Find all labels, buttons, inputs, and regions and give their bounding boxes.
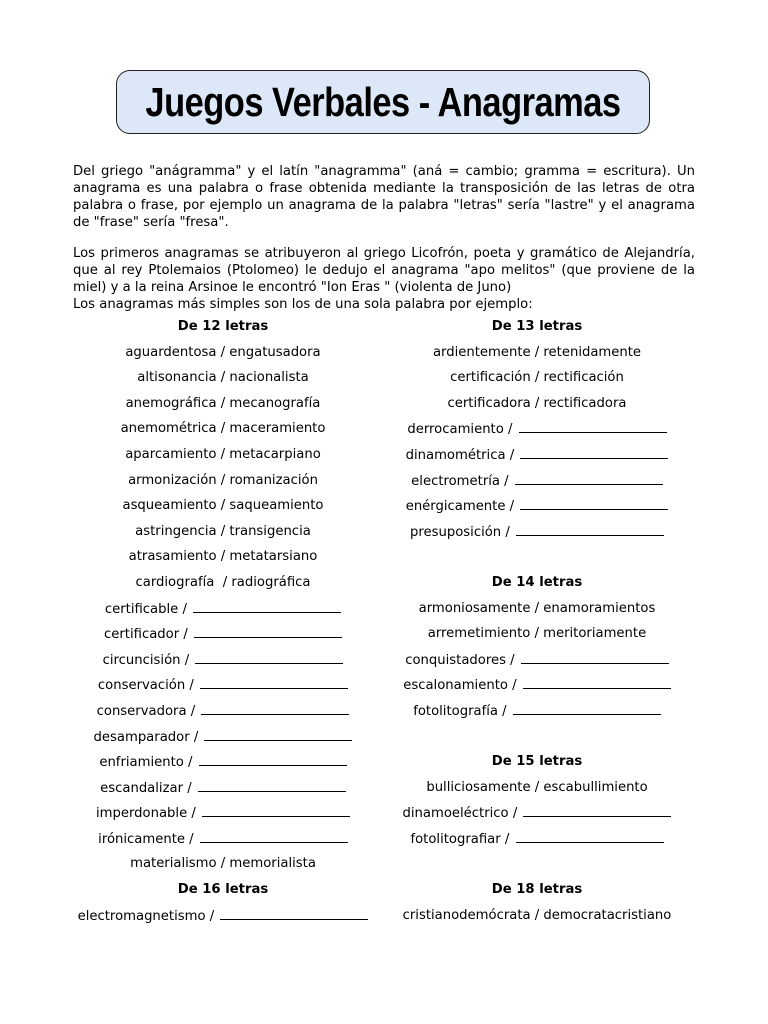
anagram-exercise	[68, 753, 378, 779]
answer-blank-line	[199, 753, 347, 766]
right-column	[382, 318, 692, 932]
history-block	[73, 245, 695, 313]
row-spacer	[382, 728, 692, 754]
answer-blank-line	[523, 804, 671, 817]
anagram-word: fotolitografía /	[413, 703, 507, 719]
anagram-word: dinamométrica /	[405, 447, 515, 463]
anagram-word: escandalizar /	[100, 780, 192, 796]
anagram-exercise	[68, 728, 378, 754]
anagram-exercise	[382, 472, 692, 498]
answer-blank-line	[194, 625, 342, 638]
anagram-pair: ardientemente / retenidamente	[432, 344, 642, 360]
row-spacer	[382, 548, 692, 574]
anagram-word: presuposición /	[410, 524, 510, 540]
anagram-exercise	[68, 907, 378, 933]
answer-blank-line	[516, 523, 664, 536]
anagram-pair: armoniosamente / enamoramientos	[418, 600, 656, 616]
anagram-pair: certificación / rectificación	[450, 370, 624, 386]
anagram-word: desamparador /	[93, 729, 199, 745]
history-paragraph: Los primeros anagramas se atribuyeron al griego Licofrón, poeta y gramático de Alejandría, que al rey Ptolemaios (Ptolomeo) le dedujo el anagrama "apo melitos" (que proviene de la miel) y a la reina Arsinoe le encontró "Ion Eras " (violenta de Juno)	[73, 246, 695, 295]
anagram-exercise	[68, 830, 378, 856]
anagram-pair: aparcamiento / metacarpiano	[125, 446, 321, 462]
anagram-word: certificador /	[104, 627, 188, 643]
answer-blank-line	[520, 446, 668, 459]
answer-blank-line	[202, 804, 350, 817]
anagram-word: irónicamente /	[98, 831, 194, 847]
anagram-exercise	[68, 676, 378, 702]
anagram-exercise	[382, 676, 692, 702]
anagram-exercise	[68, 651, 378, 677]
anagram-exercise	[68, 625, 378, 651]
anagram-pair: anemométrica / maceramiento	[120, 421, 326, 437]
letter-count-heading: De 14 letras	[491, 574, 583, 590]
left-column	[68, 318, 378, 932]
anagram-word: electrometría /	[411, 473, 509, 489]
answer-blank-line	[523, 676, 671, 689]
anagram-pair: armonización / romanización	[128, 472, 318, 488]
anagram-pair: bulliciosamente / escabullimiento	[426, 779, 648, 795]
anagram-word: imperdonable /	[95, 806, 196, 822]
anagram-word: conservación /	[97, 678, 194, 694]
anagram-exercise	[68, 702, 378, 728]
anagram-word: certificable /	[104, 601, 187, 617]
letter-count-heading: De 15 letras	[491, 754, 583, 770]
answer-blank-line	[198, 779, 346, 792]
answer-blank-line	[516, 830, 664, 843]
letter-count-heading: De 13 letras	[491, 319, 583, 334]
anagram-exercise	[68, 600, 378, 626]
answer-blank-line	[195, 651, 343, 664]
anagram-exercise	[382, 497, 692, 523]
letter-count-heading: De 18 letras	[491, 882, 583, 898]
answer-blank-line	[521, 651, 669, 664]
letter-count-heading: De 16 letras	[177, 882, 269, 898]
answer-blank-line	[204, 728, 352, 741]
anagram-word: enérgicamente /	[405, 499, 515, 515]
answer-blank-line	[519, 420, 667, 433]
anagram-pair: aguardentosa / engatusadora	[125, 344, 321, 360]
anagram-word: conquistadores /	[405, 652, 515, 668]
anagram-pair: anemográfica / mecanografía	[125, 395, 321, 411]
anagram-pair: atrasamiento / metatarsiano	[128, 549, 318, 565]
page-title: Juegos Verbales - Anagramas	[145, 78, 621, 125]
anagram-word: derrocamiento /	[407, 422, 513, 438]
intro-paragraph: Del griego "anágramma" y el latín "anagramma" (aná = cambio; gramma = escritura). Un anagrama es una palabra o frase obtenida mediante la transposición de las letras de otra palabra o frase, por ejemplo un anagrama de la palabra "letras" sería "lastre" y el anagrama de "frase" sería "fresa".	[73, 164, 695, 230]
anagram-word: conservadora /	[96, 703, 196, 719]
anagram-pair: certificadora / rectificadora	[447, 395, 627, 411]
anagram-pair: materialismo / memorialista	[130, 856, 316, 872]
letter-count-heading: De 12 letras	[177, 319, 269, 334]
anagram-pair: asqueamiento / saqueamiento	[122, 498, 324, 514]
anagram-exercise	[382, 702, 692, 728]
anagram-word: enfriamiento /	[99, 755, 193, 771]
anagram-word: escalonamiento /	[403, 678, 517, 694]
anagram-exercise	[68, 779, 378, 805]
answer-blank-line	[515, 472, 663, 485]
anagram-exercise	[382, 804, 692, 830]
anagram-pair: altisonancia / nacionalista	[137, 370, 309, 386]
anagram-exercise	[68, 804, 378, 830]
answer-blank-line	[201, 702, 349, 715]
anagram-exercise	[382, 523, 692, 549]
title-banner	[116, 70, 650, 134]
anagram-pair: cristianodemócrata / democratacristiano	[402, 907, 672, 923]
anagram-word: electromagnetismo /	[77, 908, 215, 924]
anagram-pair: arremetimiento / meritoriamente	[427, 626, 647, 642]
anagram-word: fotolitografiar /	[410, 831, 510, 847]
answer-blank-line	[520, 497, 668, 510]
anagram-pair: astringencia / transigencia	[135, 523, 311, 539]
row-spacer	[382, 855, 692, 881]
anagram-exercise	[382, 420, 692, 446]
anagram-exercise	[382, 830, 692, 856]
answer-blank-line	[513, 702, 661, 715]
answer-blank-line	[200, 830, 348, 843]
anagram-exercise	[382, 446, 692, 472]
answer-blank-line	[200, 676, 348, 689]
lead-in-text: Los anagramas más simples son los de una sola palabra por ejemplo:	[73, 297, 533, 312]
answer-blank-line	[220, 907, 368, 920]
answer-blank-line	[193, 600, 341, 613]
anagram-word: circuncisión /	[102, 652, 190, 668]
anagram-pair: cardiografía / radiográfica	[135, 574, 311, 590]
anagram-exercise	[382, 651, 692, 677]
anagram-word: dinamoeléctrico /	[402, 806, 518, 822]
